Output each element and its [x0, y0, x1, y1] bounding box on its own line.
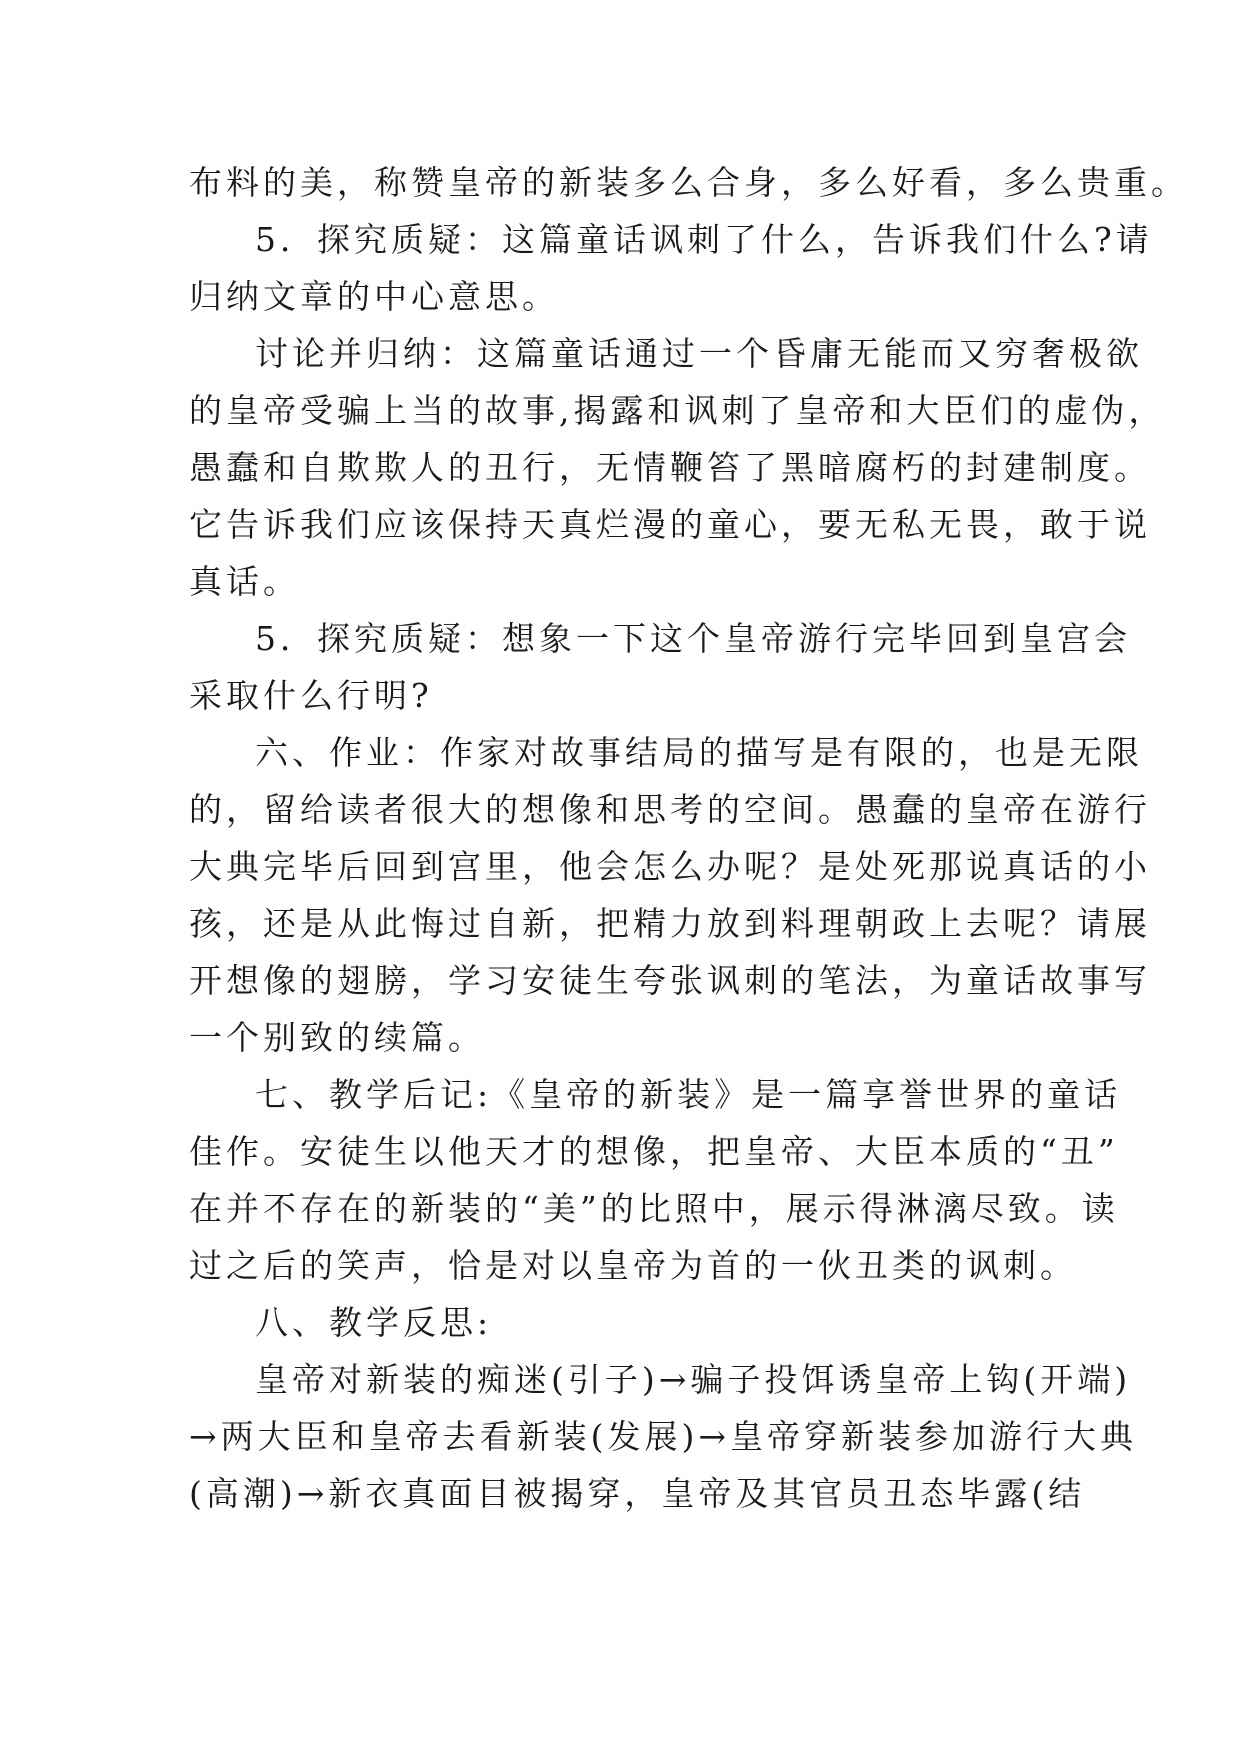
- text-line: 开想像的翅膀，学习安徒生夸张讽刺的笔法，为童话故事写: [189, 961, 1151, 1000]
- text-line: 真话。: [189, 562, 300, 601]
- text-line: 大典完毕后回到宫里，他会怎么办呢？是处死那说真话的小: [189, 847, 1151, 886]
- text-line: 佳作。安徒生以他天才的想像，把皇帝、大臣本质的“丑”: [189, 1132, 1119, 1171]
- text-line: 在并不存在的新装的“美”的比照中，展示得淋漓尽致。读: [189, 1189, 1119, 1228]
- text-line: 一个别致的续篇。: [189, 1018, 485, 1057]
- text-line: 5．探究质疑：这篇童话讽刺了什么，告诉我们什么?请: [255, 220, 1153, 259]
- text-line: 布料的美，称赞皇帝的新装多么合身，多么好看，多么贵重。: [189, 163, 1188, 202]
- text-line: (高潮)→新衣真面目被揭穿，皇帝及其官员丑态毕露(结: [189, 1474, 1086, 1513]
- text-line: 愚蠢和自欺欺人的丑行，无情鞭笞了黑暗腐朽的封建制度。: [189, 448, 1151, 487]
- text-line: 孩，还是从此悔过自新，把精力放到料理朝政上去呢？请展: [189, 904, 1151, 943]
- text-line: 过之后的笑声，恰是对以皇帝为首的一伙丑类的讽刺。: [189, 1246, 1077, 1285]
- text-line: 归纳文章的中心意思。: [189, 277, 559, 316]
- text-line: 采取什么行明?: [189, 676, 433, 715]
- text-line: 5．探究质疑：想象一下这个皇帝游行完毕回到皇宫会: [255, 619, 1131, 658]
- text-line: 六、作业：作家对故事结局的描写是有限的，也是无限: [255, 733, 1143, 772]
- text-line: 八、教学反思:: [255, 1303, 493, 1342]
- text-line: →两大臣和皇帝去看新装(发展)→皇帝穿新装参加游行大典: [189, 1417, 1138, 1456]
- text-line: 它告诉我们应该保持天真烂漫的童心，要无私无畏，敢于说: [189, 505, 1151, 544]
- text-line: 讨论并归纳：这篇童话通过一个昏庸无能而又穷奢极欲: [255, 334, 1143, 373]
- document-body: [189, 154, 1188, 1522]
- text-line: 的皇帝受骗上当的故事,揭露和讽刺了皇帝和大臣们的虚伪，: [189, 391, 1166, 430]
- text-line: 的，留给读者很大的想像和思考的空间。愚蠢的皇帝在游行: [189, 790, 1151, 829]
- text-line: 皇帝对新装的痴迷(引子)→骗子投饵诱皇帝上钩(开端): [255, 1360, 1132, 1399]
- text-line: 七、教学后记:《皇帝的新装》是一篇享誉世界的童话: [255, 1075, 1122, 1114]
